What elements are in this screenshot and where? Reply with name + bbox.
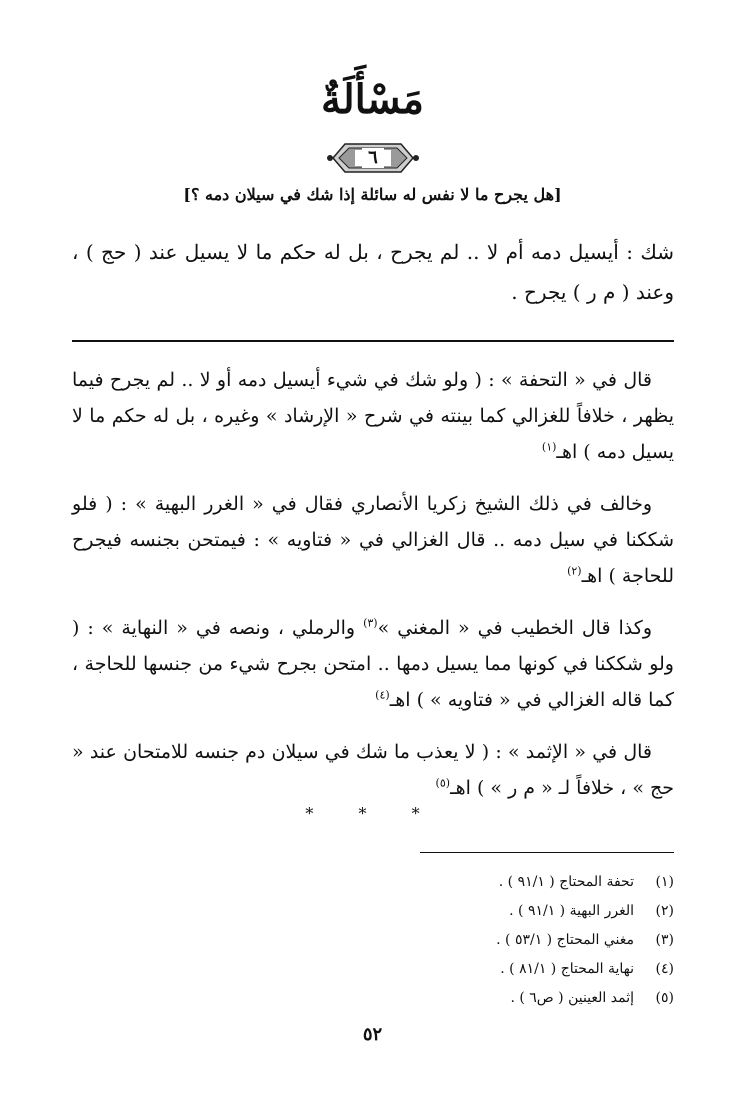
commentary-text: وكذا قال الخطيب في « المغني » (377, 617, 652, 639)
main-text (72, 232, 674, 312)
commentary-text: والرملي ، ونصه في « النهاية » : ( ولو شككنا في كونها مما يسيل دمها .. امتحن بجرح شيء من جنسها للحاجة ، كما قاله الغزالي في « فتاويه » ) اهـ (72, 617, 674, 711)
footnote-text: نهاية المحتاج ( ٨١/١ ) . (500, 961, 634, 977)
issue-number-banner (325, 140, 421, 176)
footnote-divider (420, 852, 674, 853)
footnote-item (72, 926, 674, 955)
asterisk-separator: * * * (305, 804, 440, 823)
footnote-ref[interactable]: (٢) (567, 564, 582, 578)
footnote-text: الغرر البهية ( ٩١/١ ) . (509, 903, 634, 919)
commentary-paragraph (72, 734, 674, 806)
commentary-text: قال في « الإثمد » : ( لا يعذب ما شك في سيلان دم جنسه للامتحان عند « حج » ، خلافاً لـ « م ر » ) اهـ (72, 741, 674, 799)
footnote-number: (٢) (655, 903, 674, 919)
section-heading: مَسْأَلَةٌ (321, 76, 424, 123)
commentary-text: قال في « التحفة » : ( ولو شك في شيء أيسيل دمه أو لا .. لم يجرح فيما يظهر ، خلافاً للغزالي كما بينته في شرح « الإرشاد » وغيره ، بل له حكم ما لا يسيل دمه ) اهـ (72, 369, 674, 463)
footnote-text: تحفة المحتاج ( ٩١/١ ) . (498, 874, 634, 890)
footnote-item (72, 897, 674, 926)
main-paragraph: شك : أيسيل دمه أم لا .. لم يجرح ، بل له حكم ما لا يسيل عند ( حج ) ، وعند ( م ر ) يجرح . (72, 240, 674, 304)
footnotes-list (72, 868, 674, 1013)
commentary-paragraph (72, 362, 674, 470)
footnote-ref[interactable]: (٤) (375, 688, 390, 702)
footnote-text: إثمد العينين ( ص٦ ) . (510, 990, 634, 1006)
footnote-ref[interactable]: (٥) (435, 776, 451, 790)
footnote-number: (٥) (655, 990, 674, 1006)
footnote-number: (٣) (655, 932, 674, 948)
footnote-item (72, 868, 674, 897)
page-number: ٥٢ (362, 1024, 383, 1045)
issue-number: ٦ (362, 148, 384, 168)
footnote-item (72, 984, 674, 1013)
commentary-paragraph (72, 610, 674, 718)
issue-subtitle: [هل يجرح ما لا نفس له سائلة إذا شك في سيلان دمه ؟] (183, 185, 562, 204)
footnote-number: (٤) (655, 961, 674, 977)
footnote-item (72, 955, 674, 984)
commentary-text: وخالف في ذلك الشيخ زكريا الأنصاري فقال في « الغرر البهية » : ( فلو شككنا في سيل دمه .. قال الغزالي في « فتاويه » : فيمتحن بجنسه فيجرح للحاجة ) اهـ (72, 493, 674, 587)
footnote-text: مغني المحتاج ( ٥٣/١ ) . (496, 932, 634, 948)
footnote-ref[interactable]: (١) (541, 440, 557, 454)
section-divider (72, 340, 674, 342)
footnote-number: (١) (655, 874, 674, 890)
commentary (72, 362, 674, 806)
footnote-ref[interactable]: (٣) (363, 616, 378, 630)
commentary-paragraph (72, 486, 674, 594)
